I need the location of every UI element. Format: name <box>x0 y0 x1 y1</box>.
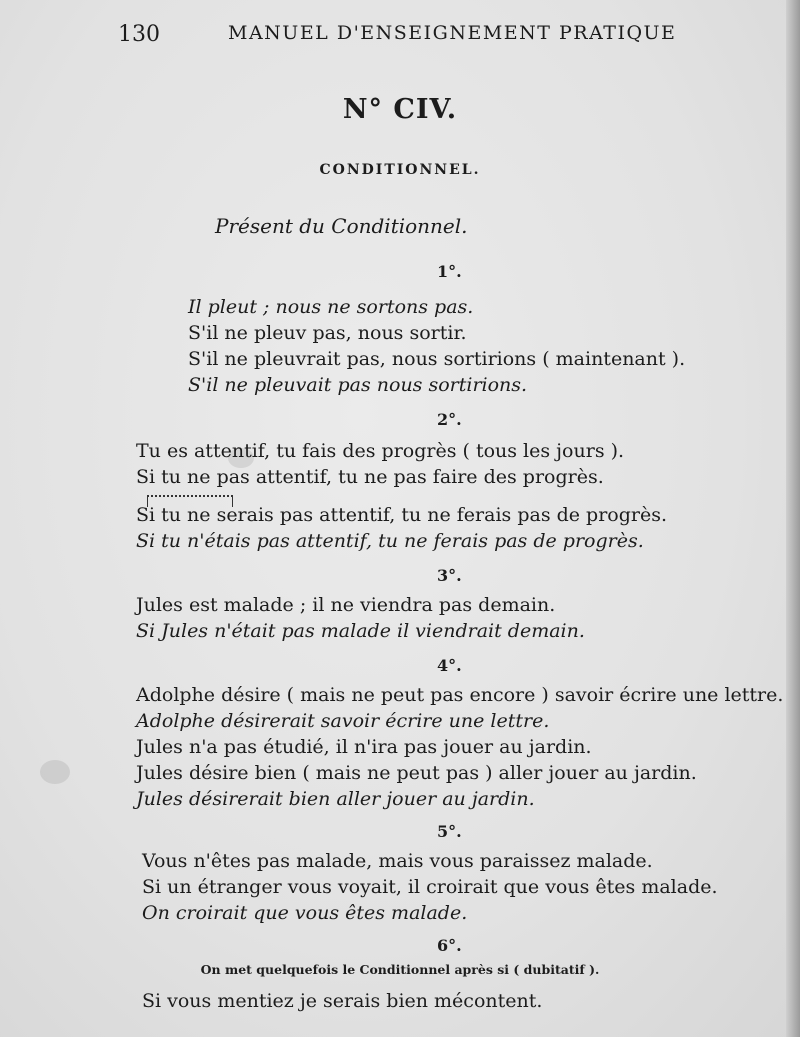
example-line: Il pleut ; nous ne sortons pas. <box>188 296 474 318</box>
example-line: Adolphe désire ( mais ne peut pas encore ) savoir écrire une lettre. <box>136 684 784 706</box>
example-line: Si Jules n'était pas malade il viendrait demain. <box>136 620 585 642</box>
exercise-number: 5°. <box>437 822 462 841</box>
example-line: Jules est malade ; il ne viendra pas demain. <box>136 594 556 616</box>
exercise-number: 3°. <box>437 566 462 585</box>
running-title: MANUEL D'ENSEIGNEMENT PRATIQUE <box>228 22 677 44</box>
exercise-number: 4°. <box>437 656 462 675</box>
example-line: Vous n'êtes pas malade, mais vous paraissez malade. <box>142 850 653 872</box>
exercise-number: 1°. <box>437 262 462 281</box>
subheading: Présent du Conditionnel. <box>215 214 468 238</box>
exercise-number: 2°. <box>437 410 462 429</box>
example-line: Jules désire bien ( mais ne peut pas ) aller jouer au jardin. <box>136 762 697 784</box>
example-line: Si un étranger vous voyait, il croirait que vous êtes malade. <box>142 876 718 898</box>
lesson-number: N° CIV. <box>342 94 458 125</box>
example-line: Tu es attentif, tu fais des progrès ( tous les jours ). <box>136 440 625 462</box>
ink-smudge <box>40 760 70 784</box>
example-line: Si tu ne pas attentif, tu ne pas faire des progrès. <box>136 466 604 488</box>
page-edge-shadow <box>786 0 800 1037</box>
example-line: S'il ne pleuvait pas nous sortirions. <box>188 374 528 396</box>
grammar-note: On met quelquefois le Conditionnel après si ( dubitatif ). <box>200 962 600 977</box>
example-line: On croirait que vous êtes malade. <box>142 902 468 924</box>
example-line: S'il ne pleuvrait pas, nous sortirions ( maintenant ). <box>188 348 686 370</box>
example-line: Jules désirerait bien aller jouer au jardin. <box>136 788 535 810</box>
exercise-number: 6°. <box>437 936 462 955</box>
section-title: CONDITIONNEL. <box>319 162 481 178</box>
example-line: Adolphe désirerait savoir écrire une lettre. <box>136 710 550 732</box>
example-line: Si tu n'étais pas attentif, tu ne ferais pas de progrès. <box>136 530 644 552</box>
example-line: Si vous mentiez je serais bien mécontent. <box>142 990 543 1012</box>
page-number: 130 <box>118 22 160 47</box>
example-line: Si tu ne serais pas attentif, tu ne ferais pas de progrès. <box>136 504 668 526</box>
example-line: Jules n'a pas étudié, il n'ira pas jouer au jardin. <box>136 736 592 758</box>
example-line: S'il ne pleuv pas, nous sortir. <box>188 322 467 344</box>
